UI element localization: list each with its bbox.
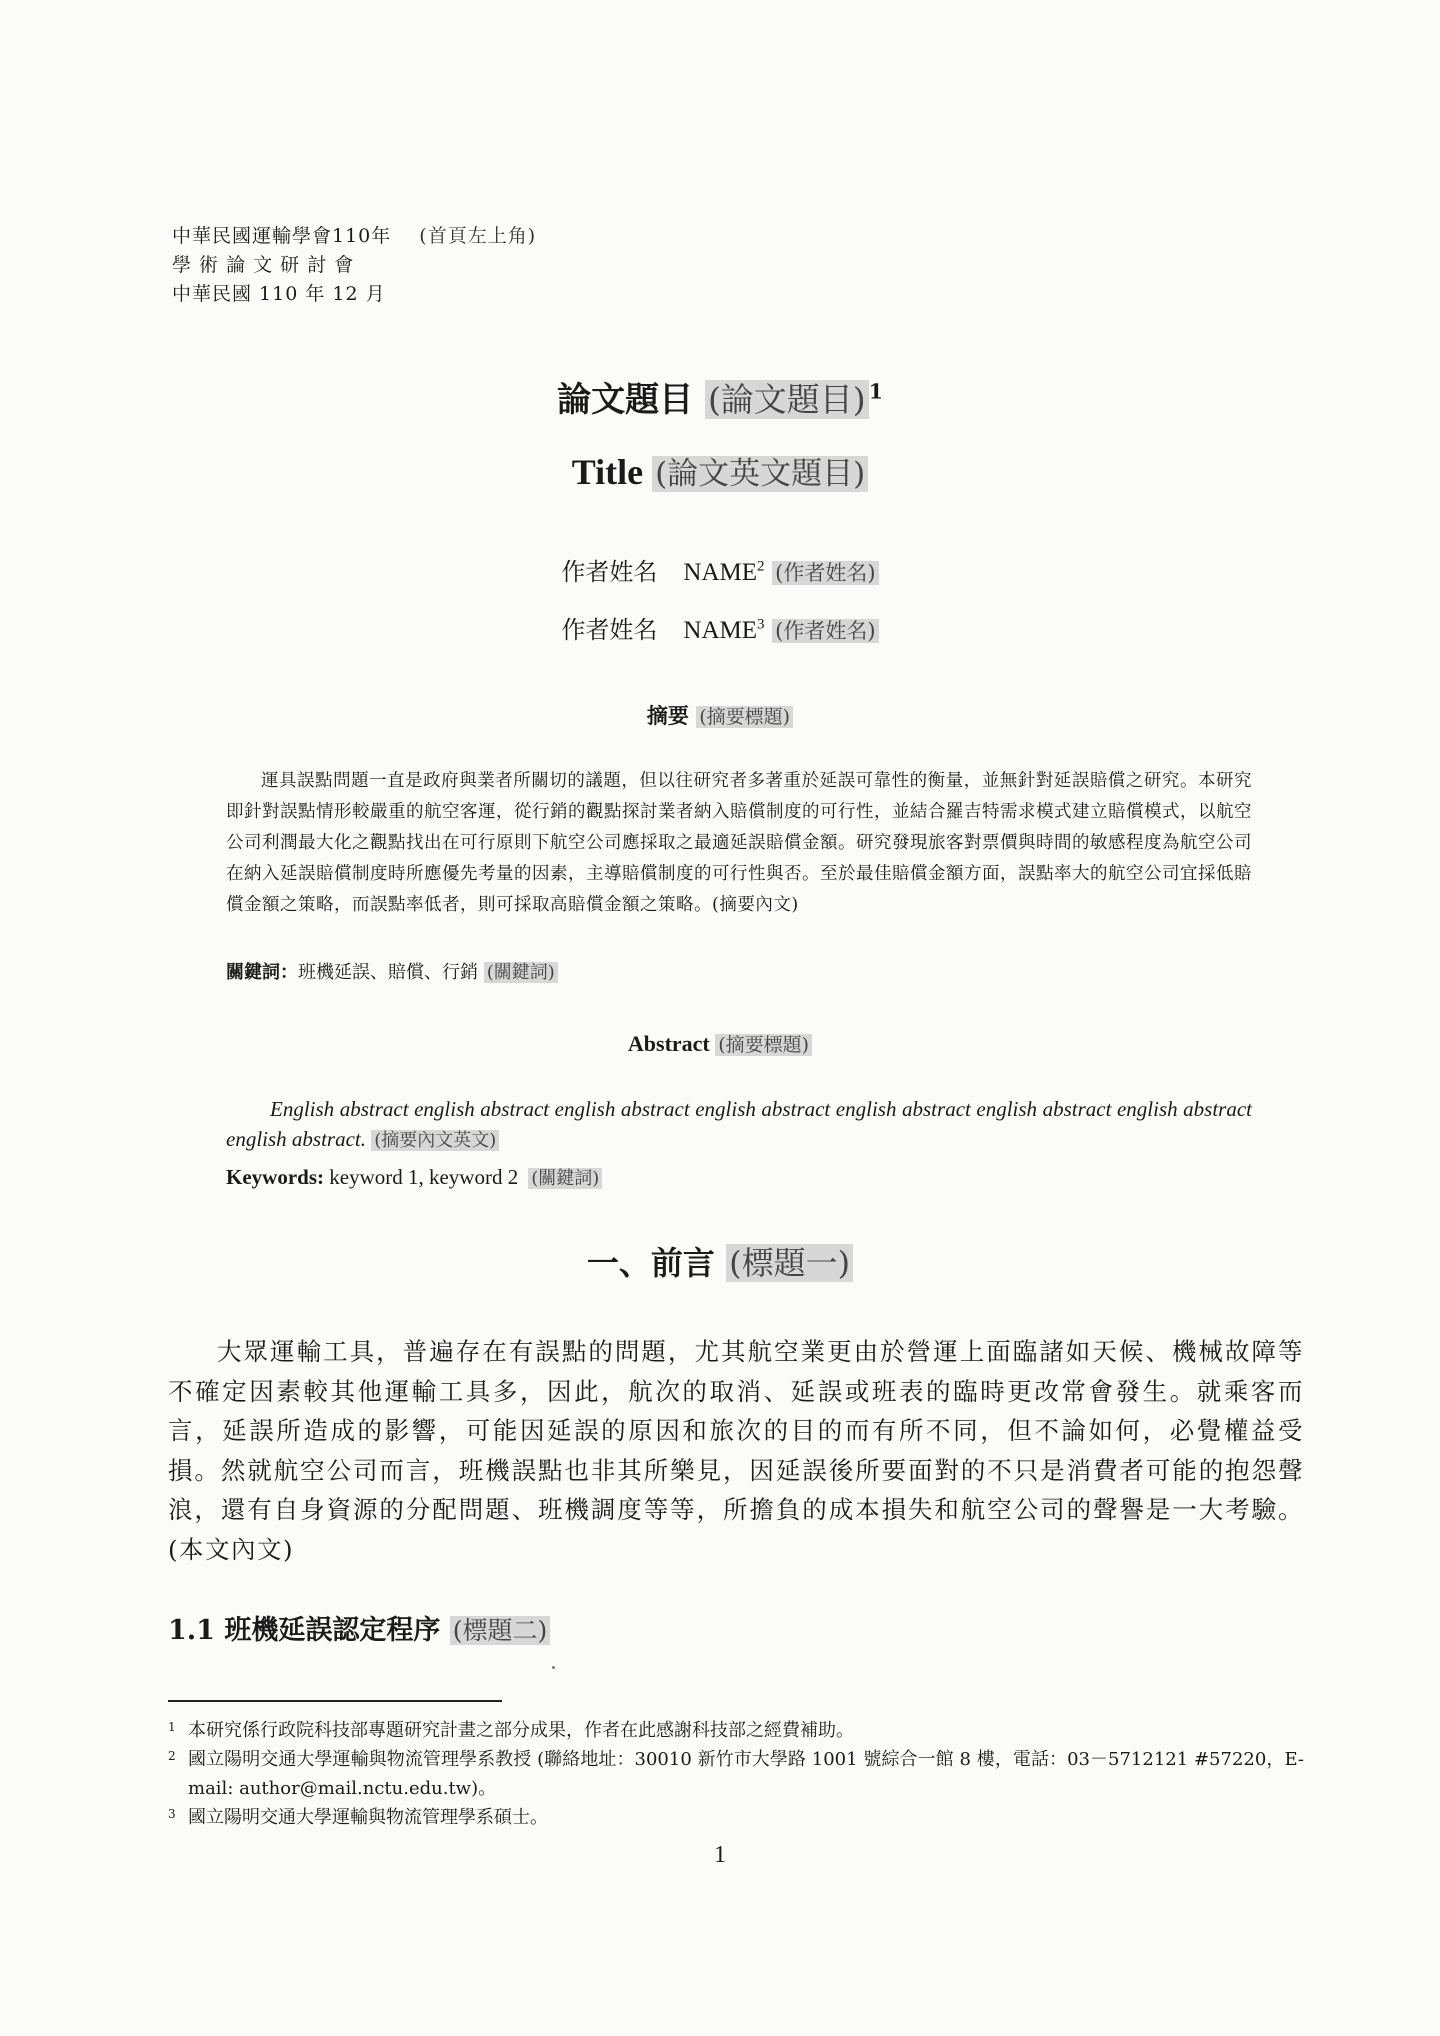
- keywords-text: 班機延誤、賠償、行銷: [298, 962, 478, 983]
- footnote-mark: 1: [168, 1720, 176, 1734]
- section-1-body-text: 大眾運輸工具，普遍存在有誤點的問題，尤其航空業更由於營運上面臨諸如天候、機械故障等不確定因素較其他運輸工具多，因此，航次的取消、延誤或班表的臨時更改常會發生。就乘客而言，延誤所造成的影響，可能因延誤的原因和旅次的目的而有所不同，但不論如何，必覺權益受損。然就航空公司而言，班機誤點也非其所樂見，因延誤後所要面對的不只是消費者可能的抱怨聲浪，還有自身資源的分配問題、班機調度等等，所擔負的成本損失和航空公司的聲譽是一大考驗。: [168, 1337, 1304, 1524]
- author-footnote-mark: 3: [757, 616, 765, 633]
- author-footnote-mark: 2: [757, 558, 765, 575]
- author-label: 作者姓名: [561, 616, 658, 644]
- author-name: NAME: [683, 559, 758, 586]
- section-heading-1: [0, 1238, 1440, 1284]
- footnote: [168, 1745, 1304, 1803]
- abstract-text-note: (摘要內文): [712, 895, 799, 915]
- section-heading-1-1: [168, 1608, 550, 1647]
- section-heading-1-1-note: (標題二): [450, 1616, 551, 1645]
- title-en-note: (論文英文題目): [652, 456, 868, 492]
- paper-title-zh: [0, 372, 1440, 421]
- english-abstract-text: English abstract english abstract english abstract english abstract english abstract english abstract english abstract english abstract.: [226, 1097, 1252, 1151]
- abstract-text: 運具誤點問題一直是政府與業者所關切的議題，但以往研究者多著重於延誤可靠性的衡量，並無針對延誤賠償之研究。本研究即針對誤點情形較嚴重的航空客運，從行銷的觀點探討業者納入賠償制度的可行性，並結合羅吉特需求模式建立賠償模式，以航空公司利潤最大化之觀點找出在可行原則下航空公司應採取之最適延誤賠償金額。研究發現旅客對票價與時間的敏感程度為航空公司在納入延誤賠償制度時所應優先考量的因素，主導賠償制度的可行性與否。至於最佳賠償金額方面，誤點率大的航空公司宜採低賠償金額之策略，而誤點率低者，則可採取高賠償金額之策略。: [226, 771, 1252, 915]
- paper-title-en: [0, 448, 1440, 493]
- english-abstract-heading: [0, 1030, 1440, 1057]
- english-abstract-heading-text: Abstract: [627, 1031, 710, 1056]
- section-1-body-note: (本文內文): [168, 1534, 295, 1564]
- author-line: [0, 552, 1440, 587]
- footnote-mark: 3: [168, 1807, 176, 1821]
- english-keywords-note: (關鍵詞): [528, 1168, 602, 1189]
- section-heading-1-1-text: 1.1 班機延誤認定程序: [168, 1615, 441, 1646]
- title-zh-text: 論文題目: [557, 380, 694, 420]
- title-en-text: Title: [571, 452, 644, 492]
- footnote-text: 國立陽明交通大學運輸與物流管理學系教授 (聯絡地址：30010 新竹市大學路 1001 號綜合一館 8 樓，電話：03－5712121 #57220，E-mail: author@mail.nctu.edu.tw)。: [188, 1749, 1304, 1799]
- footnote-separator: [168, 1700, 502, 1702]
- english-abstract-note: (摘要內文英文): [371, 1130, 499, 1151]
- abstract-heading: [0, 700, 1440, 730]
- title-footnote-mark: 1: [868, 379, 883, 404]
- footnote-text: 本研究係行政院科技部專題研究計畫之部分成果，作者在此感謝科技部之經費補助。: [188, 1720, 854, 1741]
- footnotes: [168, 1716, 1304, 1832]
- author-note: (作者姓名): [772, 619, 878, 643]
- section-heading-1-note: (標題一): [726, 1244, 853, 1282]
- author-label: 作者姓名: [561, 558, 658, 586]
- keywords-label: 關鍵詞：: [226, 962, 298, 983]
- title-zh-note: (論文題目): [705, 380, 869, 419]
- section-heading-1-text: 一、前言: [586, 1244, 715, 1282]
- english-abstract-body: [226, 1094, 1252, 1156]
- abstract-heading-text: 摘要: [646, 703, 689, 728]
- abstract-body: [226, 766, 1252, 921]
- english-keywords-label: Keywords:: [226, 1165, 324, 1189]
- footnote-mark: 2: [168, 1749, 176, 1763]
- conference-date: 中華民國 110 年 12 月: [172, 283, 386, 305]
- author-name: NAME: [683, 617, 758, 644]
- conference-name: 中華民國運輸學會110年: [172, 225, 392, 247]
- english-abstract-heading-note: (摘要標題): [715, 1034, 812, 1056]
- english-keywords-line: [226, 1164, 602, 1190]
- abstract-heading-note: (摘要標題): [696, 706, 793, 728]
- page-number: 1: [714, 1842, 726, 1868]
- footnote: [168, 1803, 1304, 1832]
- footnote: [168, 1716, 1304, 1745]
- author-line: [0, 610, 1440, 645]
- english-keywords-text: keyword 1, keyword 2: [329, 1165, 519, 1189]
- conference-header-note: (首頁左上角): [419, 225, 537, 247]
- keywords-line: [226, 958, 558, 984]
- scan-speck: [552, 1666, 555, 1669]
- conference-subtitle: 學 術 論 文 研 討 會: [172, 254, 355, 276]
- section-1-body: [168, 1332, 1304, 1569]
- author-note: (作者姓名): [772, 561, 878, 585]
- conference-header: [172, 222, 536, 309]
- keywords-note: (關鍵詞): [484, 962, 558, 983]
- footnote-text: 國立陽明交通大學運輸與物流管理學系碩士。: [188, 1807, 548, 1828]
